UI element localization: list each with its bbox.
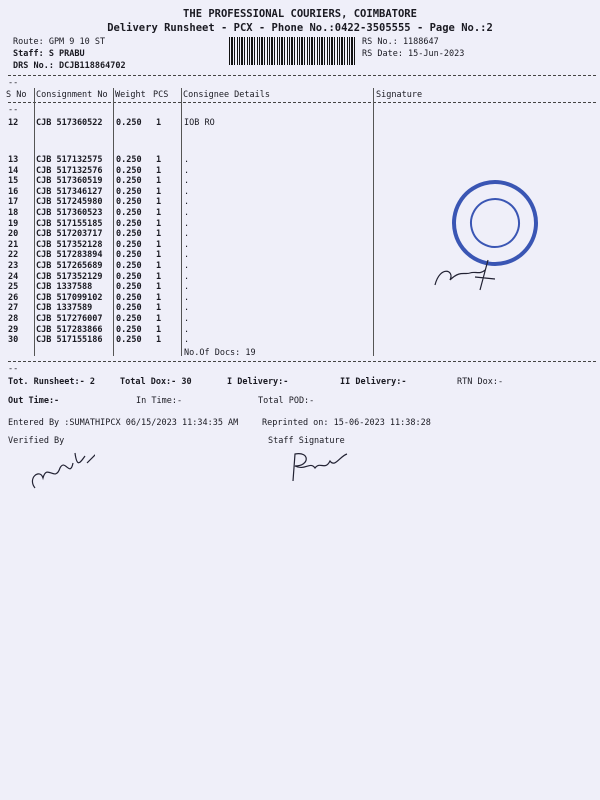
cell-pcs: 1 [156,229,162,240]
cell-cn: CJB 517360519 [36,176,103,187]
cell-cn: CJB 517352129 [36,271,103,282]
table-row [0,314,372,324]
cell-pcs: 1 [156,303,162,314]
cell-cn: CJB 517283866 [36,324,103,335]
cell-pcs: 1 [156,292,162,303]
cell-details: . [184,165,190,176]
staff-signature-label: Staff Signature [268,436,345,446]
cell-details: . [184,218,190,229]
cell-wt: 0.250 [116,208,142,218]
cell-cn: CJB 517265689 [36,261,103,271]
total-pod: Total POD:- [258,396,315,406]
cell-sno: 13 [8,155,19,165]
cell-details: . [184,314,190,324]
runsheet-subtitle: Delivery Runsheet - PCX - Phone No.:0422-3505555 - Page No.:2 [107,22,493,34]
cell-details: . [184,229,190,240]
verified-by: Verified By [8,436,65,446]
cell-details: . [184,208,190,218]
cell-wt: 0.250 [116,239,142,250]
table-row [0,335,372,345]
cell-wt: 0.250 [116,118,142,128]
table-row [0,166,372,176]
table-row [0,303,372,313]
divider [8,75,596,76]
handwritten-signature [430,255,500,295]
table-row [0,219,372,229]
dash-mark: -- [8,78,19,88]
cell-cn: CJB 517132576 [36,165,103,176]
total-dox: Total Dox:- 30 [120,377,192,387]
cell-cn: CJB 517099102 [36,292,103,303]
cell-pcs: 1 [156,271,162,282]
cell-wt: 0.250 [116,271,142,282]
cell-pcs: 1 [156,250,162,261]
cell-details: . [184,303,190,314]
cell-cn: CJB 517203717 [36,229,103,240]
cell-sno: 17 [8,197,19,208]
col-sno: S No [6,90,27,100]
cell-pcs: 1 [156,239,162,250]
cell-wt: 0.250 [116,176,142,187]
cell-cn: CJB 1337588 [36,282,93,293]
in-time: In Time:- [136,396,183,406]
cell-wt: 0.250 [116,303,142,314]
cell-cn: CJB 517346127 [36,186,103,197]
out-time: Out Time:- [8,396,60,406]
table-row [0,250,372,260]
cell-pcs: 1 [156,165,162,176]
verifier-signature [25,448,95,493]
dash-mark: -- [8,364,19,374]
cell-details: . [184,271,190,282]
cell-sno: 15 [8,176,19,187]
column-rule [373,88,374,356]
entered-by: Entered By :SUMATHIPCX 06/15/2023 11:34:35 AM [8,418,239,428]
table-row [0,187,372,197]
cell-sno: 22 [8,250,19,261]
cell-wt: 0.250 [116,229,142,240]
dash-mark: -- [8,105,19,115]
cell-sno: 16 [8,186,19,197]
reprinted-on: Reprinted on: 15-06-2023 11:38:28 [262,418,431,428]
cell-sno: 25 [8,282,19,293]
cell-details: . [184,292,190,303]
cell-details: . [184,186,190,197]
cell-sno: 23 [8,261,19,271]
cell-sno: 30 [8,335,19,346]
col-weight: Weight [115,90,146,100]
cell-sno: 12 [8,118,19,128]
cell-cn: CJB 517360523 [36,208,103,218]
rtn-dox: RTN Dox:- [457,377,504,387]
table-row [0,197,372,207]
cell-sno: 21 [8,239,19,250]
cell-pcs: 1 [156,118,162,128]
cell-sno: 26 [8,292,19,303]
cell-cn: CJB 517132575 [36,155,103,165]
table-row [0,208,372,218]
cell-cn: CJB 1337589 [36,303,93,314]
cell-pcs: 1 [156,208,162,218]
cell-wt: 0.250 [116,314,142,324]
staff: Staff: S PRABU [13,49,85,59]
table-row [0,293,372,303]
table-row [0,240,372,250]
table-row [0,118,372,128]
cell-cn: CJB 517283894 [36,250,103,261]
table-row [0,282,372,292]
cell-details: . [184,335,190,346]
cell-sno: 29 [8,324,19,335]
cell-wt: 0.250 [116,292,142,303]
i-delivery: I Delivery:- [227,377,289,387]
cell-sno: 14 [8,165,19,176]
cell-sno: 27 [8,303,19,314]
no-of-docs: No.Of Docs: 19 [184,348,256,358]
cell-wt: 0.250 [116,282,142,293]
table-row [0,261,372,271]
barcode [229,37,355,65]
cell-wt: 0.250 [116,335,142,346]
cell-details: . [184,239,190,250]
drs-number: DRS No.: DCJB118864702 [13,61,126,71]
cell-pcs: 1 [156,197,162,208]
table-row [0,229,372,239]
cell-wt: 0.250 [116,155,142,165]
cell-wt: 0.250 [116,324,142,335]
cell-sno: 24 [8,271,19,282]
ii-delivery: II Delivery:- [340,377,407,387]
cell-wt: 0.250 [116,250,142,261]
cell-wt: 0.250 [116,218,142,229]
cell-cn: CJB 517276007 [36,314,103,324]
tot-runsheet: Tot. Runsheet:- 2 [8,377,95,387]
cell-sno: 28 [8,314,19,324]
cell-pcs: 1 [156,155,162,165]
cell-details: . [184,250,190,261]
rs-number: RS No.: 1188647 [362,37,439,47]
cell-sno: 20 [8,229,19,240]
cell-details: . [184,261,190,271]
cell-details: . [184,324,190,335]
cell-wt: 0.250 [116,186,142,197]
cell-pcs: 1 [156,176,162,187]
cell-pcs: 1 [156,218,162,229]
divider [8,361,596,362]
cell-pcs: 1 [156,335,162,346]
cell-cn: CJB 517352128 [36,239,103,250]
divider [8,102,596,103]
cell-cn: CJB 517155186 [36,335,103,346]
rs-date: RS Date: 15-Jun-2023 [362,49,465,59]
cell-details: . [184,197,190,208]
cell-pcs: 1 [156,282,162,293]
route: Route: GPM 9 10 ST [13,37,106,47]
cell-cn: CJB 517245980 [36,197,103,208]
cell-pcs: 1 [156,261,162,271]
table-row [0,272,372,282]
cell-details: IOB RO [184,118,215,128]
col-signature: Signature [376,90,423,100]
cell-pcs: 1 [156,324,162,335]
cell-details: . [184,155,190,165]
cell-wt: 0.250 [116,197,142,208]
cell-details: . [184,176,190,187]
table-row [0,155,372,165]
company-title: THE PROFESSIONAL COURIERS, COIMBATORE [183,8,417,20]
table-row [0,176,372,186]
table-header [0,90,372,100]
table-row [0,325,372,335]
cell-cn: CJB 517155185 [36,218,103,229]
staff-signature [285,446,355,486]
col-consignment: Consignment No [36,90,108,100]
cell-wt: 0.250 [116,165,142,176]
cell-cn: CJB 517360522 [36,118,103,128]
cell-sno: 19 [8,218,19,229]
cell-details: . [184,282,190,293]
cell-wt: 0.250 [116,261,142,271]
col-consignee: Consignee Details [183,90,270,100]
cell-sno: 18 [8,208,19,218]
cell-pcs: 1 [156,186,162,197]
cell-pcs: 1 [156,314,162,324]
col-pcs: PCS [153,90,169,100]
